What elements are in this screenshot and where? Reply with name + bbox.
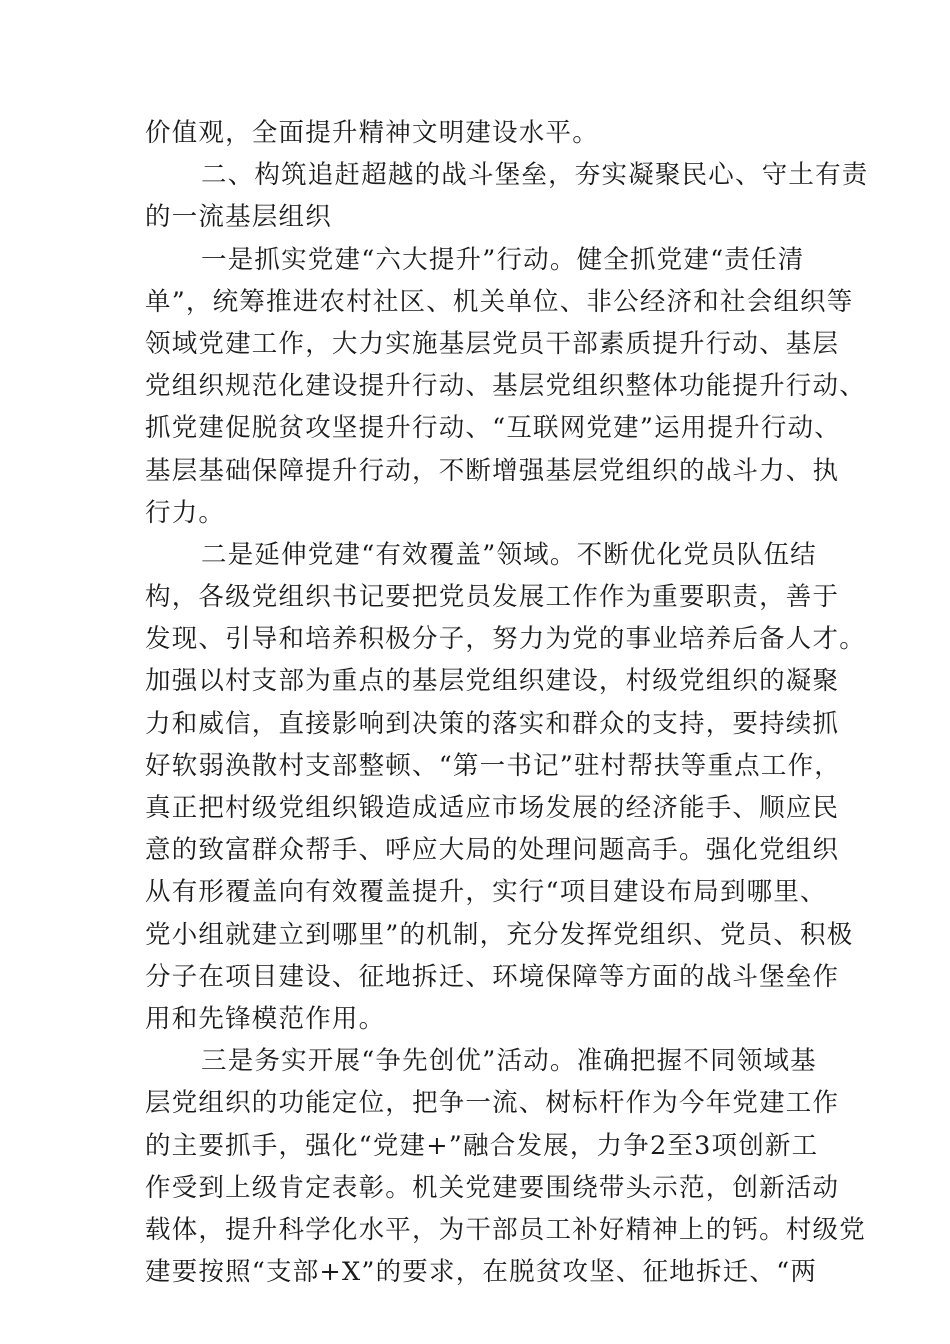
text-line: 建要按照“支部+X”的要求，在脱贫攻坚、征地拆迁、“两 <box>145 1257 818 1288</box>
text-line: 加强以村支部为重点的基层党组织建设，村级党组织的凝聚 <box>145 666 840 697</box>
text-line: 好软弱涣散村支部整顿、“第一书记”驻村帮扶等重点工作， <box>145 750 841 781</box>
text-line: 党组织规范化建设提升行动、基层党组织整体功能提升行动、 <box>145 371 866 402</box>
text-line: 二、构筑追赶超越的战斗堡垒，夯实凝聚民心、守土有责 <box>201 160 869 191</box>
text-line: 一是抓实党建“六大提升”行动。健全抓党建“责任清 <box>201 244 805 275</box>
text-line: 价值观，全面提升精神文明建设水平。 <box>145 118 599 148</box>
text-line: 行力。 <box>145 497 226 528</box>
text-line: 力和威信，直接影响到决策的落实和群众的支持，要持续抓 <box>145 708 840 739</box>
text-line: 党小组就建立到哪里”的机制，充分发挥党组织、党员、积极 <box>145 919 854 950</box>
document-body <box>145 112 869 1293</box>
text-line: 载体，提升科学化水平，为干部员工补好精神上的钙。村级党 <box>145 1214 866 1245</box>
text-line: 真正把村级党组织锻造成适应市场发展的经济能手、顺应民 <box>145 793 840 823</box>
text-line: 基层基础保障提升行动，不断增强基层党组织的战斗力、执 <box>145 455 840 486</box>
text-line: 分子在项目建设、征地拆迁、环境保障等方面的战斗堡垒作 <box>145 961 840 992</box>
text-line: 领域党建工作，大力实施基层党员干部素质提升行动、基层 <box>145 328 840 359</box>
text-line: 层党组织的功能定位，把争一流、树标杆作为今年党建工作 <box>145 1088 840 1119</box>
text-line: 的主要抓手，强化“党建+”融合发展，力争2至3项创新工 <box>145 1130 819 1161</box>
text-line: 发现、引导和培养积极分子，努力为党的事业培养后备人才。 <box>145 624 866 655</box>
text-line: 三是务实开展“争先创优”活动。准确把握不同领域基 <box>201 1046 817 1077</box>
text-line: 单”，统筹推进农村社区、机关单位、非公经济和社会组织等 <box>145 286 854 317</box>
text-line: 意的致富群众帮手、呼应大局的处理问题高手。强化党组织 <box>145 835 840 866</box>
text-line: 二是延伸党建“有效覆盖”领域。不断优化党员队伍结 <box>201 539 817 570</box>
text-line: 抓党建促脱贫攻坚提升行动、“互联网党建”运用提升行动、 <box>145 413 841 444</box>
text-line: 构，各级党组织书记要把党员发展工作作为重要职责，善于 <box>145 582 840 613</box>
text-line: 用和先锋模范作用。 <box>145 1003 386 1034</box>
text-line: 从有形覆盖向有效覆盖提升，实行“项目建设布局到哪里、 <box>145 877 827 908</box>
text-line: 作受到上级肯定表彰。机关党建要围绕带头示范，创新活动 <box>145 1172 840 1203</box>
text-line: 的一流基层组织 <box>145 202 332 233</box>
